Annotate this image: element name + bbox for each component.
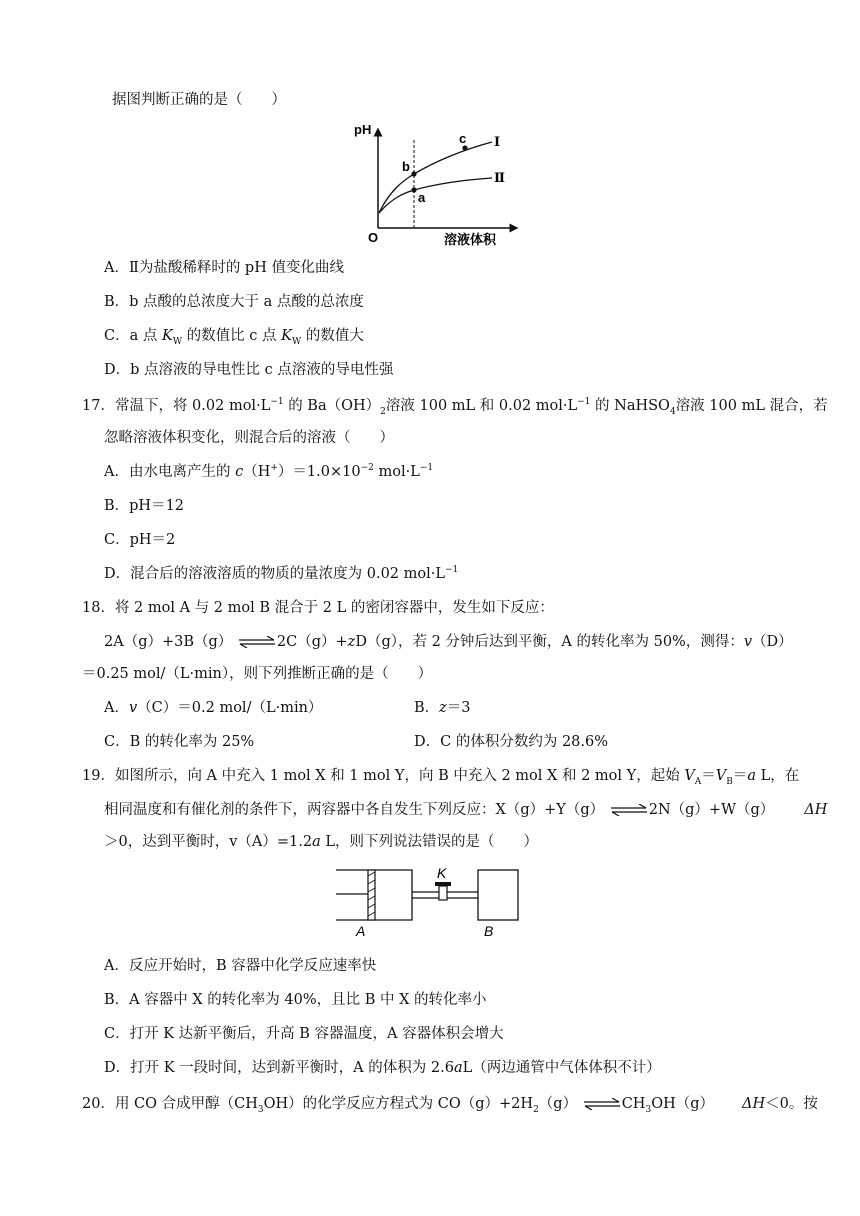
- container-b-label: B: [484, 923, 494, 939]
- q18-eq-right-c: （D）: [752, 634, 793, 650]
- q19-sub-a: A: [694, 776, 702, 787]
- q20-l1c: （g）: [538, 1096, 578, 1112]
- q17-a-unit: mol·L: [373, 464, 420, 480]
- q16-stem: 据图判断正确的是（ ）: [112, 92, 286, 108]
- q17-sub2: 2: [380, 406, 386, 417]
- y-axis-label: pH: [354, 122, 372, 137]
- q20-sub3b: 3: [645, 1104, 652, 1115]
- q19-option-c: C．打开 K 达新平衡后，升高 B 容器温度，A 容器体积会增大: [104, 1026, 504, 1042]
- q16-c-post: 的数值大: [301, 328, 364, 344]
- q18-b-post: ＝3: [446, 700, 471, 716]
- kw-subscript: W: [172, 336, 183, 347]
- q17-l1e: 溶液 100 mL 混合，若: [675, 398, 828, 414]
- q17-a-mid2: ）＝1.0×10: [277, 464, 361, 480]
- q19-line-1: [82, 766, 799, 786]
- point-c-label: c: [459, 131, 467, 146]
- q19-line-2: [104, 800, 827, 820]
- valve-k-body: [439, 886, 447, 900]
- q18-option-d: D．C 的体积分数约为 28.6%: [414, 734, 609, 750]
- q20-l1b: OH）的化学反应方程式为 CO（g）+2H: [263, 1096, 534, 1112]
- equilibrium-arrow: [582, 1098, 622, 1110]
- point-a-marker: [411, 187, 416, 192]
- q17-option-a: [104, 462, 433, 482]
- q17-sup1: −1: [270, 397, 284, 408]
- q20-sub2: 2: [533, 1104, 539, 1115]
- q19-d-a-letter: a: [453, 1060, 463, 1076]
- q16-option-c: [104, 326, 364, 346]
- q17-line-2: 忽略溶液体积变化，则混合后的溶液（ ）: [104, 430, 394, 446]
- curve-1: [379, 142, 492, 213]
- q17-a-pre: A．由水电离产生的: [104, 464, 236, 480]
- kw-subscript-2: W: [291, 336, 302, 347]
- q19-va: V: [684, 768, 695, 784]
- q18-option-c: C．B 的转化率为 25%: [104, 734, 255, 750]
- q18-b-z: z: [439, 700, 447, 716]
- q18-line-1: 18．将 2 mol A 与 2 mol B 混合于 2 L 的密闭容器中，发生如下反应：: [82, 600, 554, 616]
- q19-d-a: D．打开 K 一段时间，达到新平衡时，A 的体积为 2.6: [104, 1060, 454, 1076]
- q20-sub3: 3: [257, 1104, 264, 1115]
- q18-eq-left: 2A（g）+3B（g）: [104, 634, 233, 650]
- kw-symbol-2: K: [281, 328, 292, 344]
- container-diagram: [334, 864, 530, 940]
- q17-a-mid: （H: [243, 464, 271, 480]
- q19-line-3: [104, 832, 538, 852]
- q17-d-exp: −1: [444, 565, 459, 576]
- ph-dilution-graph: [352, 118, 522, 250]
- q19-d-b: L（两边通管中气体体积不计）: [462, 1060, 661, 1076]
- valve-k-label: K: [437, 865, 447, 881]
- equilibrium-arrow: [237, 636, 277, 648]
- curve-2-label: Ⅱ: [494, 171, 505, 186]
- equilibrium-arrow: [609, 804, 649, 816]
- q19-option-d: [104, 1058, 661, 1078]
- q18-eq-v: v: [743, 634, 753, 650]
- q20-line-1: [82, 1094, 818, 1114]
- q17-a-c: c: [235, 464, 244, 480]
- q20-l1a: 20．用 CO 合成甲醇（CH: [82, 1096, 258, 1112]
- q19-l1c: L，在: [756, 768, 800, 784]
- q17-option-d: [104, 564, 458, 584]
- point-a-label: a: [418, 190, 426, 205]
- q19-l3a: ＞0，达到平衡时，v（A）=1.2: [104, 834, 313, 850]
- q16-c-mid: 的数值比 c 点: [182, 328, 282, 344]
- q18-eq-right-a: 2C（g）+: [276, 634, 348, 650]
- q17-l1d: 的 NaHSO: [590, 398, 670, 414]
- curve-1-label: Ⅰ: [494, 135, 501, 150]
- q19-vb: V: [715, 768, 727, 784]
- q20-dh: ΔH: [742, 1096, 766, 1112]
- q18-a-pre: A．: [104, 700, 129, 716]
- q16-option-a: A．Ⅱ为盐酸稀释时的 pH 值变化曲线: [104, 260, 344, 276]
- point-b-label: b: [402, 159, 410, 174]
- q20-l1d: CH: [621, 1096, 646, 1112]
- q19-a-letter: a: [747, 768, 757, 784]
- q17-l1a: 17．常温下，将 0.02 mol·L: [82, 398, 271, 414]
- q19-l2b: 2N（g）+W（g）: [648, 802, 775, 818]
- q17-l1c: 溶液 100 mL 和 0.02 mol·L: [385, 398, 578, 414]
- q17-d-pre: D．混合后的溶液溶质的物质的量浓度为 0.02 mol·L: [104, 566, 445, 582]
- q16-c-pre: C．a 点: [104, 328, 162, 344]
- q18-b-pre: B．: [414, 700, 440, 716]
- q18-option-a: [104, 698, 322, 718]
- q16-option-d: D．b 点溶液的导电性比 c 点溶液的导电性强: [104, 362, 394, 378]
- q17-a-plus: +: [270, 463, 278, 474]
- container-a-label: A: [356, 923, 366, 939]
- q19-l1a: 19．如图所示，向 A 中充入 1 mol X 和 1 mol Y，向 B 中充入 2 mol X 和 2 mol Y，起始: [82, 768, 685, 784]
- q17-sub4: 4: [669, 406, 676, 417]
- q18-line-3: ＝0.25 mol/（L·min），则下列推断正确的是（ ）: [82, 666, 433, 682]
- q19-sub-b: B: [726, 776, 733, 787]
- q19-l3b: L，则下列说法错误的是（ ）: [320, 834, 539, 850]
- kw-symbol: K: [161, 328, 173, 344]
- q18-eq-right-b: D（g），若 2 分钟后达到平衡，A 的转化率为 50%，测得：: [355, 634, 744, 650]
- curve-2: [379, 178, 492, 213]
- q19-l3-a: a: [312, 834, 321, 850]
- q18-a-post: （C）＝0.2 mol/（L·min）: [137, 700, 323, 716]
- q16-option-b: B．b 点酸的总浓度大于 a 点酸的总浓度: [104, 294, 364, 310]
- q17-sup2: −1: [577, 397, 591, 408]
- q19-option-a: A．反应开始时，B 容器中化学反应速率快: [104, 958, 377, 974]
- q17-option-b: B．pH＝12: [104, 498, 185, 514]
- q17-a-exp2: −1: [419, 463, 434, 474]
- origin-label: O: [368, 230, 379, 245]
- q19-dh: ΔH: [804, 802, 828, 818]
- x-axis-label: 溶液体积: [444, 233, 497, 248]
- q19-option-b: B．A 容器中 X 的转化率为 40%，且比 B 中 X 的转化率小: [104, 992, 487, 1008]
- q17-option-c: C．pH＝2: [104, 532, 176, 548]
- point-b-marker: [411, 171, 416, 176]
- q17-line-1: [82, 396, 828, 416]
- container-b-body: [478, 870, 518, 920]
- q20-l1f: ＜0。按: [765, 1096, 818, 1112]
- q19-l2a: 相同温度和有催化剂的条件下，两容器中各自发生下列反应：X（g）+Y（g）: [104, 802, 605, 818]
- q18-line-2: [104, 632, 793, 652]
- q18-a-v: v: [128, 700, 138, 716]
- q19-eq: ＝: [701, 768, 716, 784]
- q18-option-b: [414, 698, 471, 718]
- q19-l1b: ＝: [732, 768, 748, 784]
- q20-l1e: OH（g）: [651, 1096, 715, 1112]
- q17-a-exp: −2: [360, 463, 374, 474]
- point-c-marker: [462, 145, 467, 150]
- q17-l1b: 的 Ba（OH）: [283, 398, 381, 414]
- q18-eq-z: z: [347, 634, 356, 650]
